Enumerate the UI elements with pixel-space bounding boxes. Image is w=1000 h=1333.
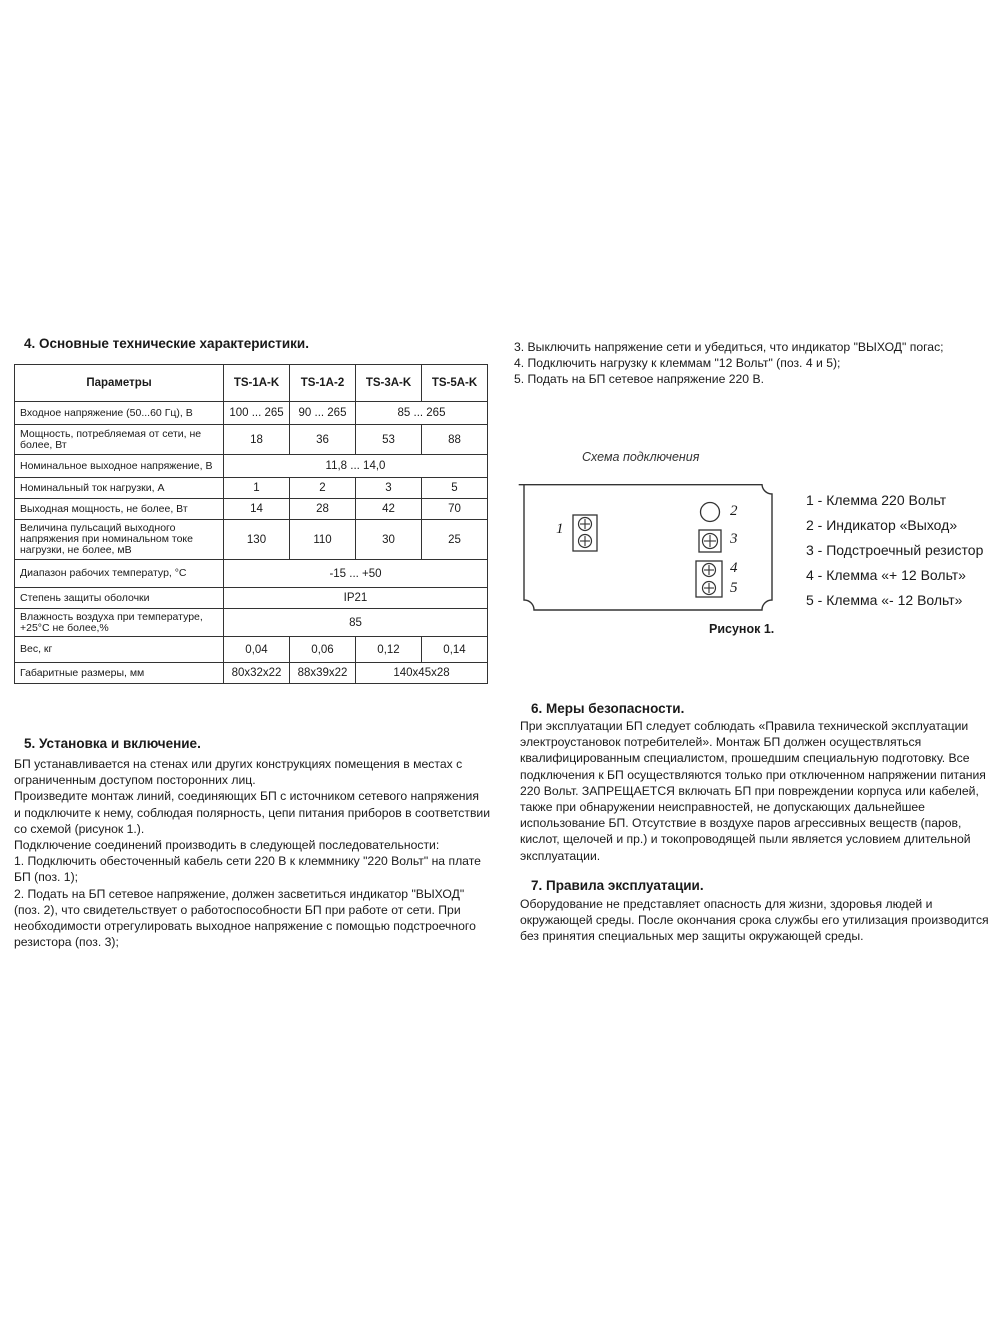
step-line: 4. Подключить нагрузку к клеммам "12 Вольт" (поз. 4 и 5); (514, 356, 841, 371)
parameter-value: 110 (290, 520, 356, 560)
parameter-value: 88 (422, 425, 488, 455)
parameter-value: 42 (356, 499, 422, 520)
parameter-value: 90 ... 265 (290, 402, 356, 425)
text-line: необходимости отрегулировать выходное напряжение с помощью подстроечного (14, 919, 476, 934)
table-row (15, 425, 488, 455)
parameter-name: Входное напряжение (50...60 Гц), В (15, 402, 224, 425)
section-6-body (520, 718, 990, 864)
parameter-value: 100 ... 265 (224, 402, 290, 425)
parameter-value: 0,12 (356, 637, 422, 663)
text-line: Подключение соединений производить в следующей последовательности: (14, 838, 440, 853)
text-line: 220 Вольт. ЗАПРЕЩАЕТСЯ включать БП при повреждении корпуса или кабелей, (520, 783, 979, 798)
parameter-value: 3 (356, 478, 422, 499)
parameter-value: 18 (224, 425, 290, 455)
parameter-value: 14 (224, 499, 290, 520)
spec-table-header-row (15, 365, 488, 402)
table-row (15, 402, 488, 425)
parameter-value: 1 (224, 478, 290, 499)
text-line: квалифицированным специалистом, прошедшим специальную подготовку. Все (520, 751, 970, 766)
text-line: также при обнаружении неисправностей, не допускающих дальнейшее (520, 800, 925, 815)
table-row (15, 520, 488, 560)
header-model: TS-1A-2 (290, 365, 356, 402)
parameter-name: Номинальный ток нагрузки, А (15, 478, 224, 499)
table-row (15, 637, 488, 663)
step-line: 5. Подать на БП сетевое напряжение 220 В. (514, 372, 764, 387)
step-line: 3. Выключить напряжение сети и убедиться, что индикатор "ВЫХОД" погас; (514, 340, 944, 354)
section-7-title: 7. Правила эксплуатации. (531, 878, 704, 893)
text-line: ограниченным доступом посторонних лиц. (14, 773, 256, 788)
section-7-body (520, 896, 990, 945)
text-line: и подключите к нему, соблюдая полярность, цепи питания приборов в соответствии (14, 805, 491, 820)
parameter-value: 0,14 (422, 637, 488, 663)
parameter-name: Величина пульсаций выходного напряжения при номинальном токе нагрузки, не более, мВ (15, 520, 224, 560)
legend-item: 4 - Клемма «+ 12 Вольт» (806, 567, 966, 583)
text-line: эксплуатации. (520, 848, 601, 863)
table-row (15, 588, 488, 609)
parameter-name: Мощность, потребляемая от сети, не более, Вт (15, 425, 224, 455)
section-4-title: 4. Основные технические характеристики. (24, 336, 309, 351)
steps-continued (514, 339, 984, 388)
parameter-value: 85 (224, 609, 488, 637)
text-line: БП устанавливается на стенах или других конструкциях помещения в местах с (14, 757, 463, 771)
text-line: использование БП. Отсутствие в воздухе паров агрессивных веществ (паров, (520, 816, 962, 831)
parameter-value: 0,06 (290, 637, 356, 663)
table-row (15, 560, 488, 588)
scheme-title: Схема подключения (582, 450, 700, 464)
figure-caption: Рисунок 1. (709, 622, 775, 636)
table-row (15, 663, 488, 684)
diagram-legend (806, 488, 983, 613)
parameter-value: 11,8 ... 14,0 (224, 455, 488, 478)
text-line: БП (поз. 1); (14, 870, 79, 885)
legend-item: 1 - Клемма 220 Вольт (806, 492, 947, 508)
parameter-name: Влажность воздуха при температуре, +25°С не более,% (15, 609, 224, 637)
legend-item: 3 - Подстроечный резистор (806, 542, 984, 558)
parameter-value: 70 (422, 499, 488, 520)
table-row (15, 499, 488, 520)
diagram-label-2: 2 (730, 503, 738, 519)
text-line: окружающей среды. После окончания срока службы его утилизация производится (520, 913, 989, 928)
terminal-220v-icon (573, 515, 597, 551)
parameter-value: 0,04 (224, 637, 290, 663)
text-line: со схемой (рисунок 1.). (14, 821, 145, 836)
spec-table (14, 364, 488, 684)
parameter-value: 85 ... 265 (356, 402, 488, 425)
parameter-value: 28 (290, 499, 356, 520)
parameter-value: 36 (290, 425, 356, 455)
parameter-value: IP21 (224, 588, 488, 609)
text-line: Оборудование не представляет опасность для жизни, здоровья людей и (520, 897, 933, 911)
parameter-value: 88x39x22 (290, 663, 356, 684)
text-line: Произведите монтаж линий, соединяющих БП с источником сетевого напряжения (14, 789, 479, 804)
text-line: кислот, щелочей и пр.) и токопроводящей пыли является условием длительной (520, 832, 971, 847)
diagram-label-4: 4 (730, 560, 738, 576)
parameter-value: 30 (356, 520, 422, 560)
text-line: без принятия специальных мер защиты окружающей среды. (520, 929, 864, 944)
parameter-value: 2 (290, 478, 356, 499)
parameter-name: Диапазон рабочих температур, °С (15, 560, 224, 588)
header-model: TS-5A-K (422, 365, 488, 402)
parameter-value: 5 (422, 478, 488, 499)
diagram-label-5: 5 (730, 580, 738, 596)
section-5-title: 5. Установка и включение. (24, 736, 201, 751)
text-line: резистора (поз. 3); (14, 935, 119, 950)
trimmer-resistor-icon (699, 530, 721, 552)
section-6-title: 6. Меры безопасности. (531, 701, 685, 716)
text-line: подключения к БП осуществляются только при отключенном напряжении питания (520, 767, 986, 782)
text-line: 1. Подключить обесточенный кабель сети 220 В к клеммнику "220 Вольт" на плате (14, 854, 481, 869)
table-row (15, 609, 488, 637)
table-row (15, 478, 488, 499)
section-5-body (14, 756, 494, 950)
parameter-name: Вес, кг (15, 637, 224, 663)
diagram-label-3: 3 (730, 531, 738, 547)
terminal-12v-icon (696, 561, 722, 597)
text-line: 2. Подать на БП сетевое напряжение, должен засветиться индикатор "ВЫХОД" (14, 886, 465, 901)
parameter-value: 80x32x22 (224, 663, 290, 684)
parameter-value: 53 (356, 425, 422, 455)
legend-item: 5 - Клемма «- 12 Вольт» (806, 592, 963, 608)
diagram-label-1: 1 (556, 521, 564, 537)
parameter-value: 25 (422, 520, 488, 560)
text-line: При эксплуатации БП следует соблюдать «Правила технической эксплуатации (520, 719, 969, 733)
indicator-icon (701, 503, 720, 522)
text-line: электроустановок потребителей». Монтаж БП должен осуществляться (520, 735, 922, 750)
parameter-name: Выходная мощность, не более, Вт (15, 499, 224, 520)
table-row (15, 455, 488, 478)
header-params: Параметры (15, 365, 224, 402)
parameter-name: Степень защиты оболочки (15, 588, 224, 609)
parameter-value: -15 ... +50 (224, 560, 488, 588)
text-line: (поз. 2), что свидетельствует о работоспособности БП при работе от сети. При (14, 902, 461, 917)
header-model: TS-3A-K (356, 365, 422, 402)
parameter-value: 140x45x28 (356, 663, 488, 684)
legend-item: 2 - Индикатор «Выход» (806, 517, 958, 533)
parameter-name: Номинальное выходное напряжение, В (15, 455, 224, 478)
header-model: TS-1A-K (224, 365, 290, 402)
parameter-name: Габаритные размеры, мм (15, 663, 224, 684)
parameter-value: 130 (224, 520, 290, 560)
connection-diagram (518, 484, 778, 614)
